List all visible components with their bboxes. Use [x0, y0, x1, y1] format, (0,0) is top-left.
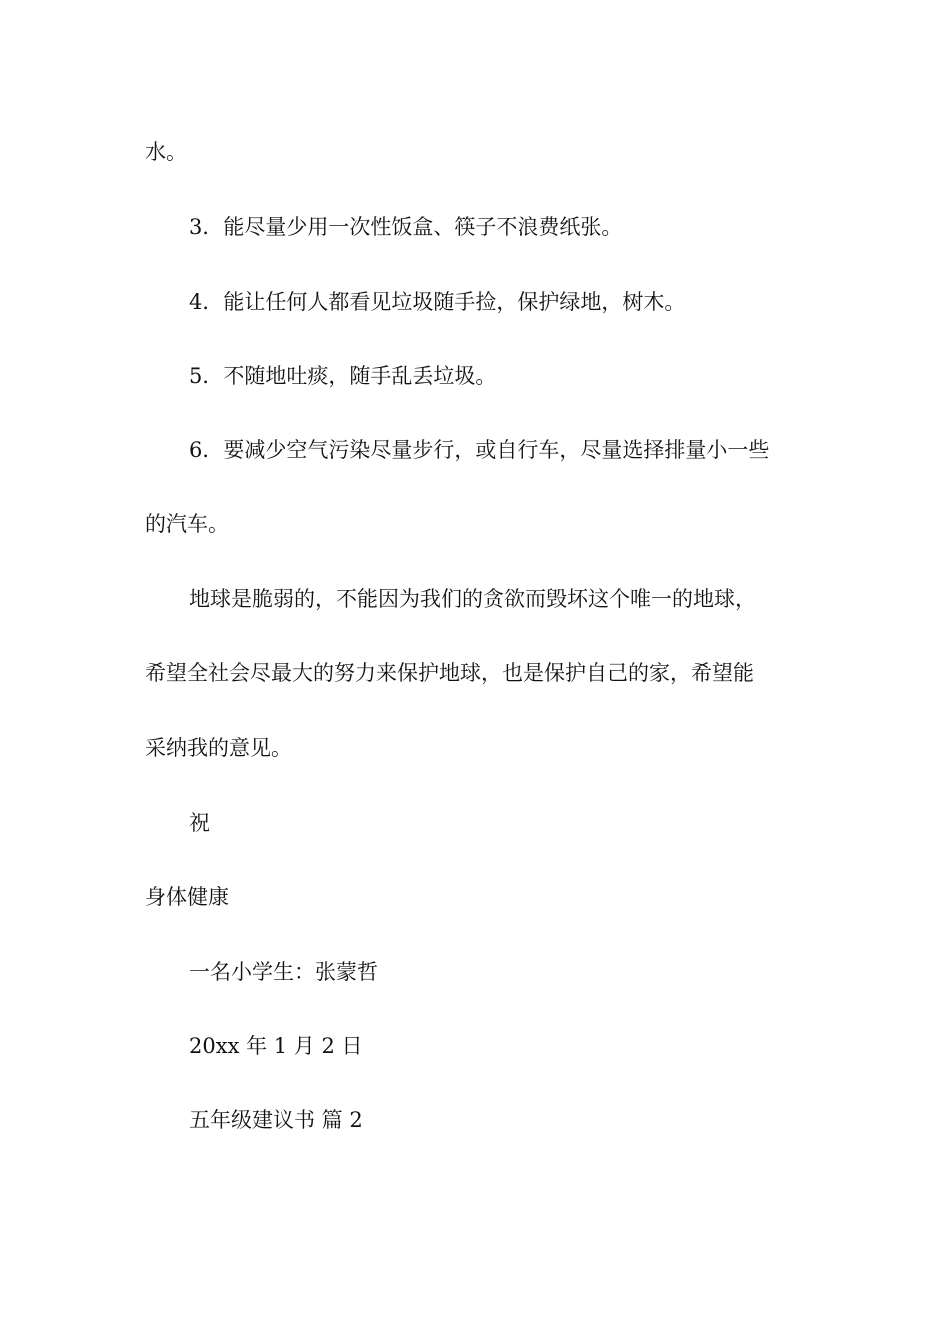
closing-wish: 身体健康 [145, 885, 229, 909]
list-item-5: 5．不随地吐痰，随手乱丢垃圾。 [189, 364, 497, 388]
paragraph-line: 地球是脆弱的，不能因为我们的贪欲而毁坏这个唯一的地球， [189, 587, 756, 611]
signature: 一名小学生：张蒙哲 [189, 960, 378, 984]
paragraph-line: 采纳我的意见。 [145, 736, 292, 760]
list-item-6-continuation: 的汽车。 [145, 512, 229, 536]
list-item-4: 4．能让任何人都看见垃圾随手捡，保护绿地，树木。 [189, 290, 686, 314]
list-item-3: 3．能尽量少用一次性饭盒、筷子不浪费纸张。 [189, 215, 623, 239]
paragraph-line: 希望全社会尽最大的努力来保护地球，也是保护自己的家，希望能 [145, 661, 754, 685]
closing-salutation: 祝 [189, 811, 210, 835]
date: 20xx 年 1 月 2 日 [189, 1034, 363, 1058]
section-heading: 五年级建议书 篇 2 [189, 1108, 363, 1132]
list-item-6: 6．要减少空气污染尽量步行，或自行车，尽量选择排量小一些 [189, 438, 770, 462]
paragraph-line: 水。 [145, 140, 187, 164]
